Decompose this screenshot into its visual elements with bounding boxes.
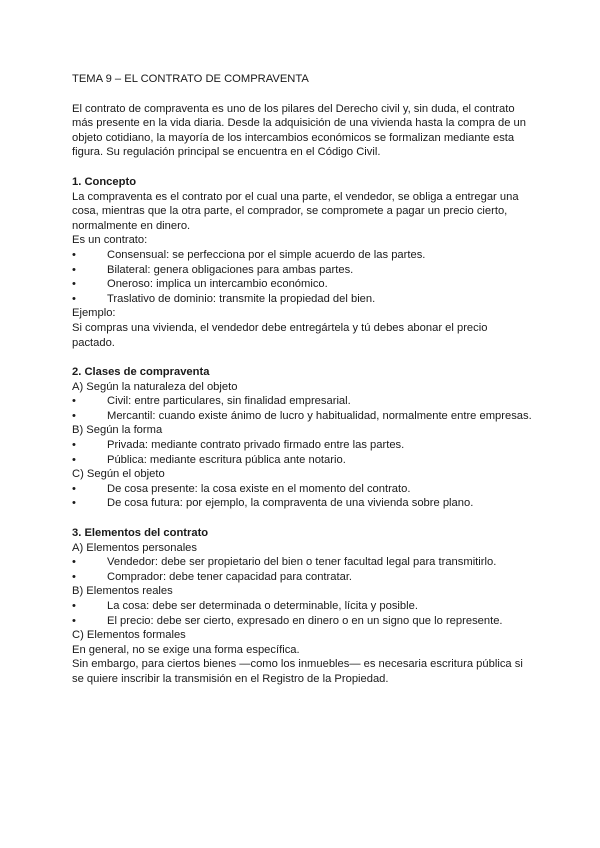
list-item-text: El precio: debe ser cierto, expresado en dinero o en un signo que lo represente. — [107, 614, 503, 627]
document-title: TEMA 9 – EL CONTRATO DE COMPRAVENTA — [72, 73, 309, 85]
subsection-label: B) Según la forma — [72, 424, 163, 437]
section-elementos — [72, 526, 532, 687]
list-item — [72, 496, 532, 511]
elementos-reales-list — [72, 599, 532, 628]
bullet-icon: • — [72, 278, 76, 291]
list-item — [72, 614, 532, 629]
list-item — [72, 570, 532, 585]
bullet-icon: • — [72, 570, 76, 583]
subsection-label: A) Elementos personales — [72, 541, 197, 554]
list-item-text: Civil: entre particulares, sin finalidad empresarial. — [107, 395, 351, 408]
list-item-text: Bilateral: genera obligaciones para ambas partes. — [107, 263, 354, 276]
section-concepto — [72, 175, 532, 350]
clases-naturaleza-list — [72, 394, 532, 423]
list-item-text: Oneroso: implica un intercambio económico. — [107, 278, 328, 291]
bullet-icon: • — [72, 556, 76, 569]
list-item: • Mercantil: cuando existe ánimo de lucro y habitualidad, normalmente entre empresas. — [72, 409, 532, 422]
list-item-text: Consensual: se perfecciona por el simple acuerdo de las partes. — [107, 248, 426, 261]
list-item-text: Comprador: debe tener capacidad para contratar. — [107, 570, 353, 583]
formal-text-general: En general, no se exige una forma específica. — [72, 643, 300, 656]
bullet-icon: • — [72, 497, 76, 510]
list-item-text: Mercantil: cuando existe ánimo de lucro y habitualidad, normalmente entre empresas. — [107, 409, 532, 422]
example-text: Si compras una vivienda, el vendedor debe entregártela y tú debes abonar el precio pactado. — [72, 321, 488, 349]
list-item-text: Pública: mediante escritura pública ante notario. — [107, 453, 346, 466]
list-item-text: Privada: mediante contrato privado firmado entre las partes. — [107, 439, 405, 452]
list-item — [72, 394, 532, 409]
list-item — [72, 482, 532, 497]
document-content — [72, 72, 532, 702]
subsection-label: C) Elementos formales — [72, 629, 186, 642]
list-item — [72, 555, 532, 570]
list-item-text: Vendedor: debe ser propietario del bien o tener facultad legal para transmitirlo. — [107, 556, 497, 569]
clases-forma-list — [72, 438, 532, 467]
bullet-icon: • — [72, 395, 76, 408]
example-label: Ejemplo: — [72, 307, 116, 320]
characteristics-list — [72, 248, 532, 306]
bullet-icon: • — [72, 614, 76, 627]
formal-text-exception: Sin embargo, para ciertos bienes —como los inmuebles— es necesaria escritura pública si se quiere inscribir la transmisión en el Registro de la Propiedad. — [72, 658, 523, 685]
bullet-icon: • — [72, 453, 76, 466]
section-heading: 2. Clases de compraventa — [72, 366, 210, 379]
elementos-personales-list — [72, 555, 532, 584]
list-item-text: Traslativo de dominio: transmite la propiedad del bien. — [107, 292, 376, 305]
bullet-icon: • — [72, 248, 76, 261]
subsection-label: A) Según la naturaleza del objeto — [72, 380, 238, 393]
list-item-text: La cosa: debe ser determinada o determinable, lícita y posible. — [107, 600, 418, 612]
list-item — [72, 453, 532, 468]
subsection-label: B) Elementos reales — [72, 585, 173, 598]
intro-paragraph: El contrato de compraventa es uno de los pilares del Derecho civil y, sin duda, el contrato más presente en la vida diaria. Desde la adquisición de una vivienda hasta la compra de un objeto cotidiano, la mayoría de los intercambios económicos se formalizan mediante esta figura. Su regulación principal se encuentra en el Código Civil. — [72, 102, 526, 159]
bullet-icon: • — [72, 600, 76, 612]
list-item-text: De cosa futura: por ejemplo, la compraventa de una vivienda sobre plano. — [107, 497, 474, 510]
bullet-icon: • — [72, 263, 76, 276]
bullet-icon: • — [72, 482, 76, 495]
list-lead: Es un contrato: — [72, 234, 148, 247]
list-item — [72, 438, 532, 453]
definition-paragraph: La compraventa es el contrato por el cual una parte, el vendedor, se obliga a entregar una cosa, mientras que la otra parte, el comprador, se compromete a pagar un precio cierto, normalmente en dinero. — [72, 190, 519, 232]
subsection-label: C) Según el objeto — [72, 468, 165, 481]
section-heading: 3. Elementos del contrato — [72, 527, 209, 540]
list-item-text: De cosa presente: la cosa existe en el momento del contrato. — [107, 482, 411, 495]
section-clases — [72, 365, 532, 511]
list-item — [72, 263, 532, 278]
list-item — [72, 248, 532, 263]
list-item — [72, 277, 532, 292]
list-item — [72, 599, 532, 614]
bullet-icon: • — [72, 439, 76, 452]
clases-objeto-list — [72, 482, 532, 511]
section-heading: 1. Concepto — [72, 175, 137, 188]
bullet-icon: • — [72, 292, 76, 305]
list-item — [72, 292, 532, 307]
